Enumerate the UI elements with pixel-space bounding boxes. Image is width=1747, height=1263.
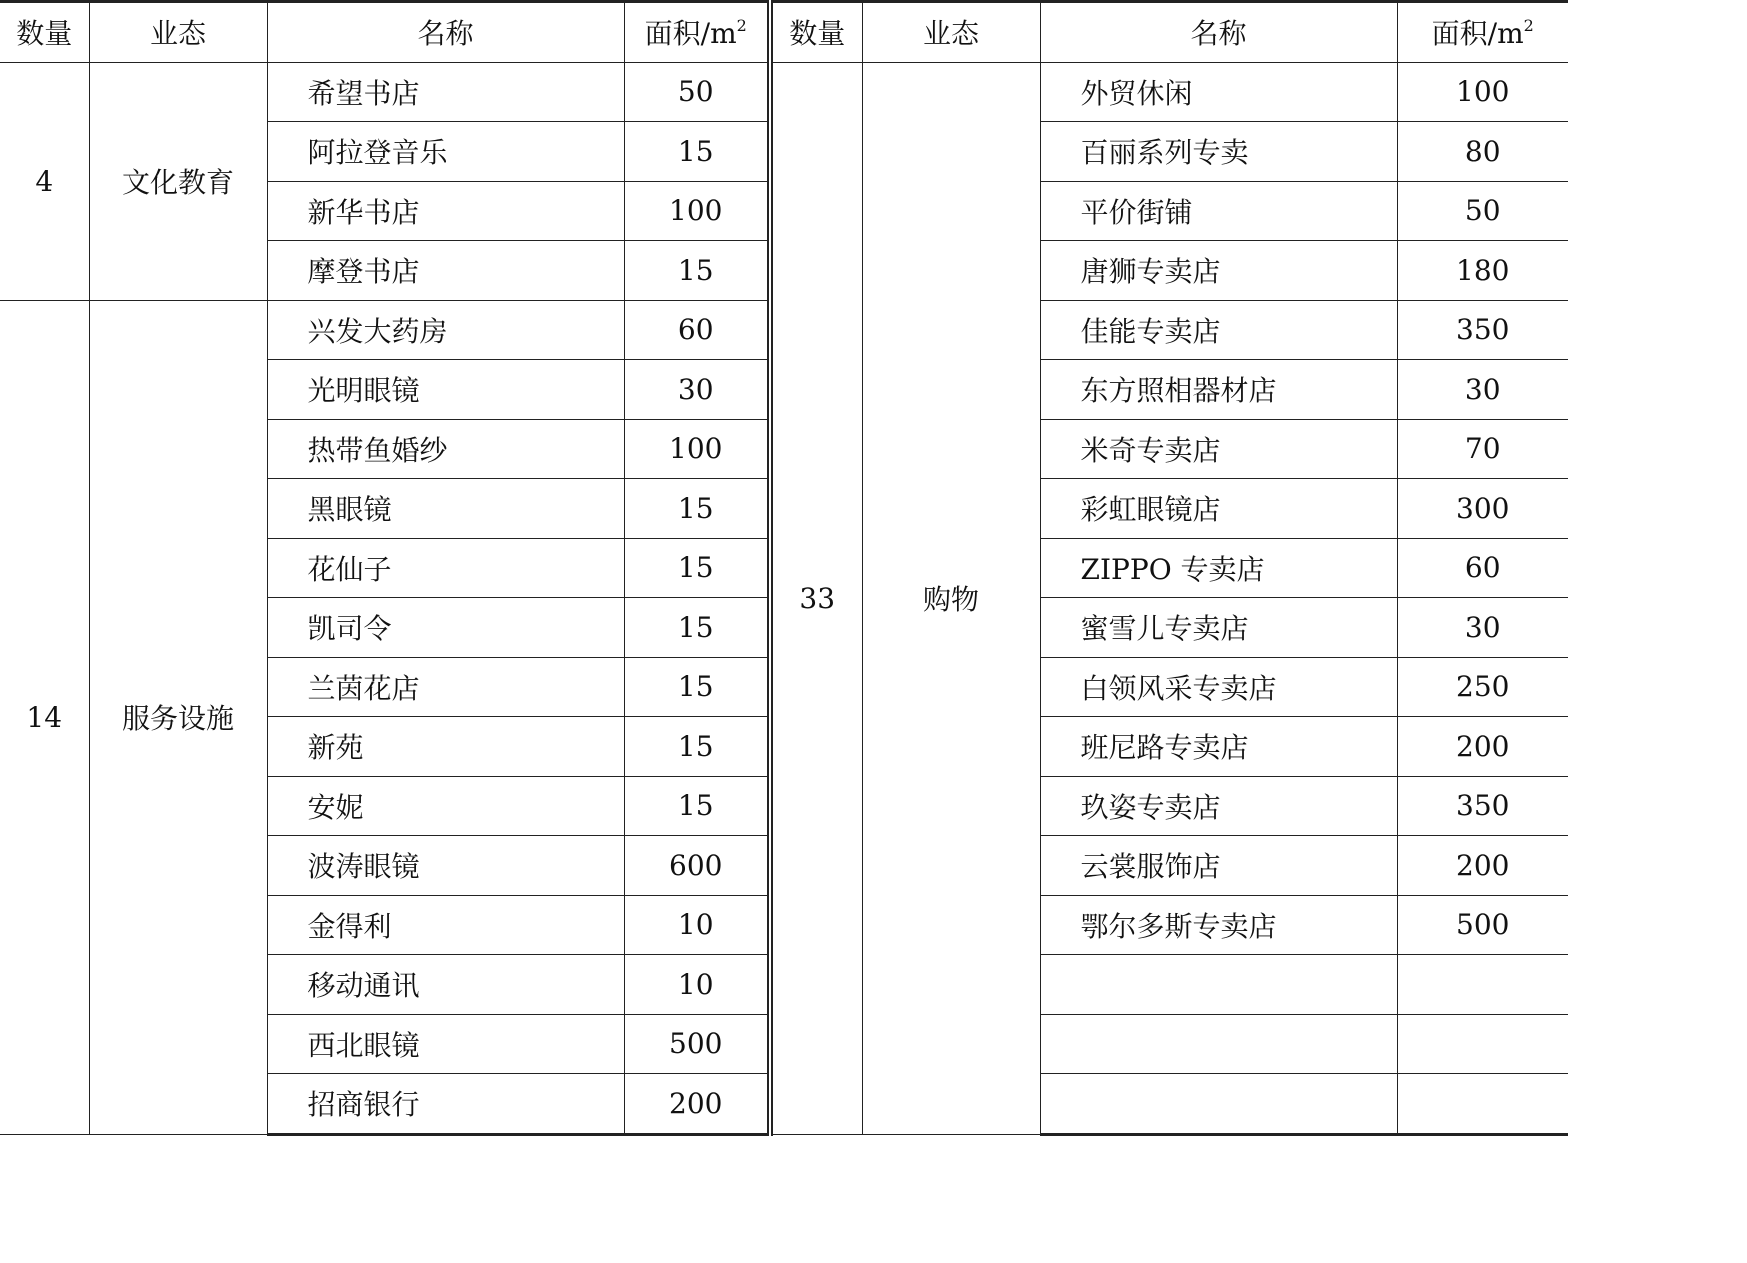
store-area-right: 70 — [1397, 419, 1568, 479]
store-area-right: 100 — [1397, 62, 1568, 122]
group-category: 服务设施 — [89, 300, 267, 1134]
store-name: 波涛眼镜 — [267, 836, 624, 896]
store-area: 10 — [624, 895, 770, 955]
store-area: 15 — [624, 657, 770, 717]
store-area-right: 30 — [1397, 360, 1568, 420]
store-name: 移动通讯 — [267, 955, 624, 1015]
header-area-right-text: 面积/m — [1431, 17, 1524, 51]
store-name-right: 玖姿专卖店 — [1040, 776, 1397, 836]
store-area-right — [1397, 1014, 1568, 1074]
store-area-right: 250 — [1397, 657, 1568, 717]
store-name: 凯司令 — [267, 598, 624, 658]
store-area: 600 — [624, 836, 770, 896]
store-name-right: 彩虹眼镜店 — [1040, 479, 1397, 539]
store-name: 热带鱼婚纱 — [267, 419, 624, 479]
store-name-right: 白领风采专卖店 — [1040, 657, 1397, 717]
store-name: 摩登书店 — [267, 241, 624, 301]
store-name-right: 佳能专卖店 — [1040, 300, 1397, 360]
store-name-right: 百丽系列专卖 — [1040, 122, 1397, 182]
store-area: 30 — [624, 360, 770, 420]
store-area: 60 — [624, 300, 770, 360]
store-area: 15 — [624, 538, 770, 598]
store-area: 15 — [624, 479, 770, 539]
header-area-text: 面积/m — [644, 17, 737, 51]
store-area: 15 — [624, 241, 770, 301]
store-name: 安妮 — [267, 776, 624, 836]
header-area-right-sup: 2 — [1523, 16, 1534, 36]
store-name-right: 米奇专卖店 — [1040, 419, 1397, 479]
store-name: 黑眼镜 — [267, 479, 624, 539]
store-area: 15 — [624, 598, 770, 658]
store-area: 15 — [624, 776, 770, 836]
store-name: 花仙子 — [267, 538, 624, 598]
group-count: 4 — [0, 62, 89, 300]
header-area — [624, 2, 770, 63]
store-area: 200 — [624, 1074, 770, 1135]
store-area: 100 — [624, 419, 770, 479]
store-area-right: 60 — [1397, 538, 1568, 598]
store-area: 500 — [624, 1014, 770, 1074]
store-name: 兰茵花店 — [267, 657, 624, 717]
group-category-right: 购物 — [862, 62, 1040, 1134]
group-count: 14 — [0, 300, 89, 1134]
store-area-right: 300 — [1397, 479, 1568, 539]
store-name-right: 平价街铺 — [1040, 181, 1397, 241]
group-count-right: 33 — [770, 62, 862, 1134]
store-area-right: 50 — [1397, 181, 1568, 241]
store-name: 新华书店 — [267, 181, 624, 241]
header-area-right — [1397, 2, 1568, 63]
store-area: 100 — [624, 181, 770, 241]
store-name-right: 东方照相器材店 — [1040, 360, 1397, 420]
store-area-right: 350 — [1397, 776, 1568, 836]
header-area-sup: 2 — [736, 16, 747, 36]
header-category-right: 业态 — [862, 2, 1040, 63]
store-name: 阿拉登音乐 — [267, 122, 624, 182]
table-row — [0, 62, 1568, 122]
header-name-right: 名称 — [1040, 2, 1397, 63]
store-area-right: 180 — [1397, 241, 1568, 301]
store-name-right: 唐狮专卖店 — [1040, 241, 1397, 301]
store-area-right — [1397, 955, 1568, 1015]
store-name: 招商银行 — [267, 1074, 624, 1135]
store-area-right: 80 — [1397, 122, 1568, 182]
header-count: 数量 — [0, 2, 89, 63]
store-name: 金得利 — [267, 895, 624, 955]
store-area-right: 200 — [1397, 717, 1568, 777]
store-name: 希望书店 — [267, 62, 624, 122]
store-name-right: 班尼路专卖店 — [1040, 717, 1397, 777]
store-name-right — [1040, 1074, 1397, 1135]
store-name: 兴发大药房 — [267, 300, 624, 360]
store-area: 50 — [624, 62, 770, 122]
store-area: 10 — [624, 955, 770, 1015]
store-area: 15 — [624, 717, 770, 777]
header-category: 业态 — [89, 2, 267, 63]
store-name-right: 鄂尔多斯专卖店 — [1040, 895, 1397, 955]
store-area-right: 30 — [1397, 598, 1568, 658]
store-name-right: ZIPPO 专卖店 — [1040, 538, 1397, 598]
header-count-right: 数量 — [770, 2, 862, 63]
store-name-right — [1040, 955, 1397, 1015]
store-area-right: 500 — [1397, 895, 1568, 955]
header-row — [0, 2, 1568, 63]
store-area: 15 — [624, 122, 770, 182]
store-name-right: 外贸休闲 — [1040, 62, 1397, 122]
table-body — [0, 62, 1568, 1134]
store-name: 西北眼镜 — [267, 1014, 624, 1074]
store-name-right: 蜜雪儿专卖店 — [1040, 598, 1397, 658]
store-name-right — [1040, 1014, 1397, 1074]
header-name: 名称 — [267, 2, 624, 63]
store-name: 新苑 — [267, 717, 624, 777]
store-area-right — [1397, 1074, 1568, 1135]
store-area-right: 350 — [1397, 300, 1568, 360]
store-area-right: 200 — [1397, 836, 1568, 896]
store-name: 光明眼镜 — [267, 360, 624, 420]
group-category: 文化教育 — [89, 62, 267, 300]
store-name-right: 云裳服饰店 — [1040, 836, 1397, 896]
